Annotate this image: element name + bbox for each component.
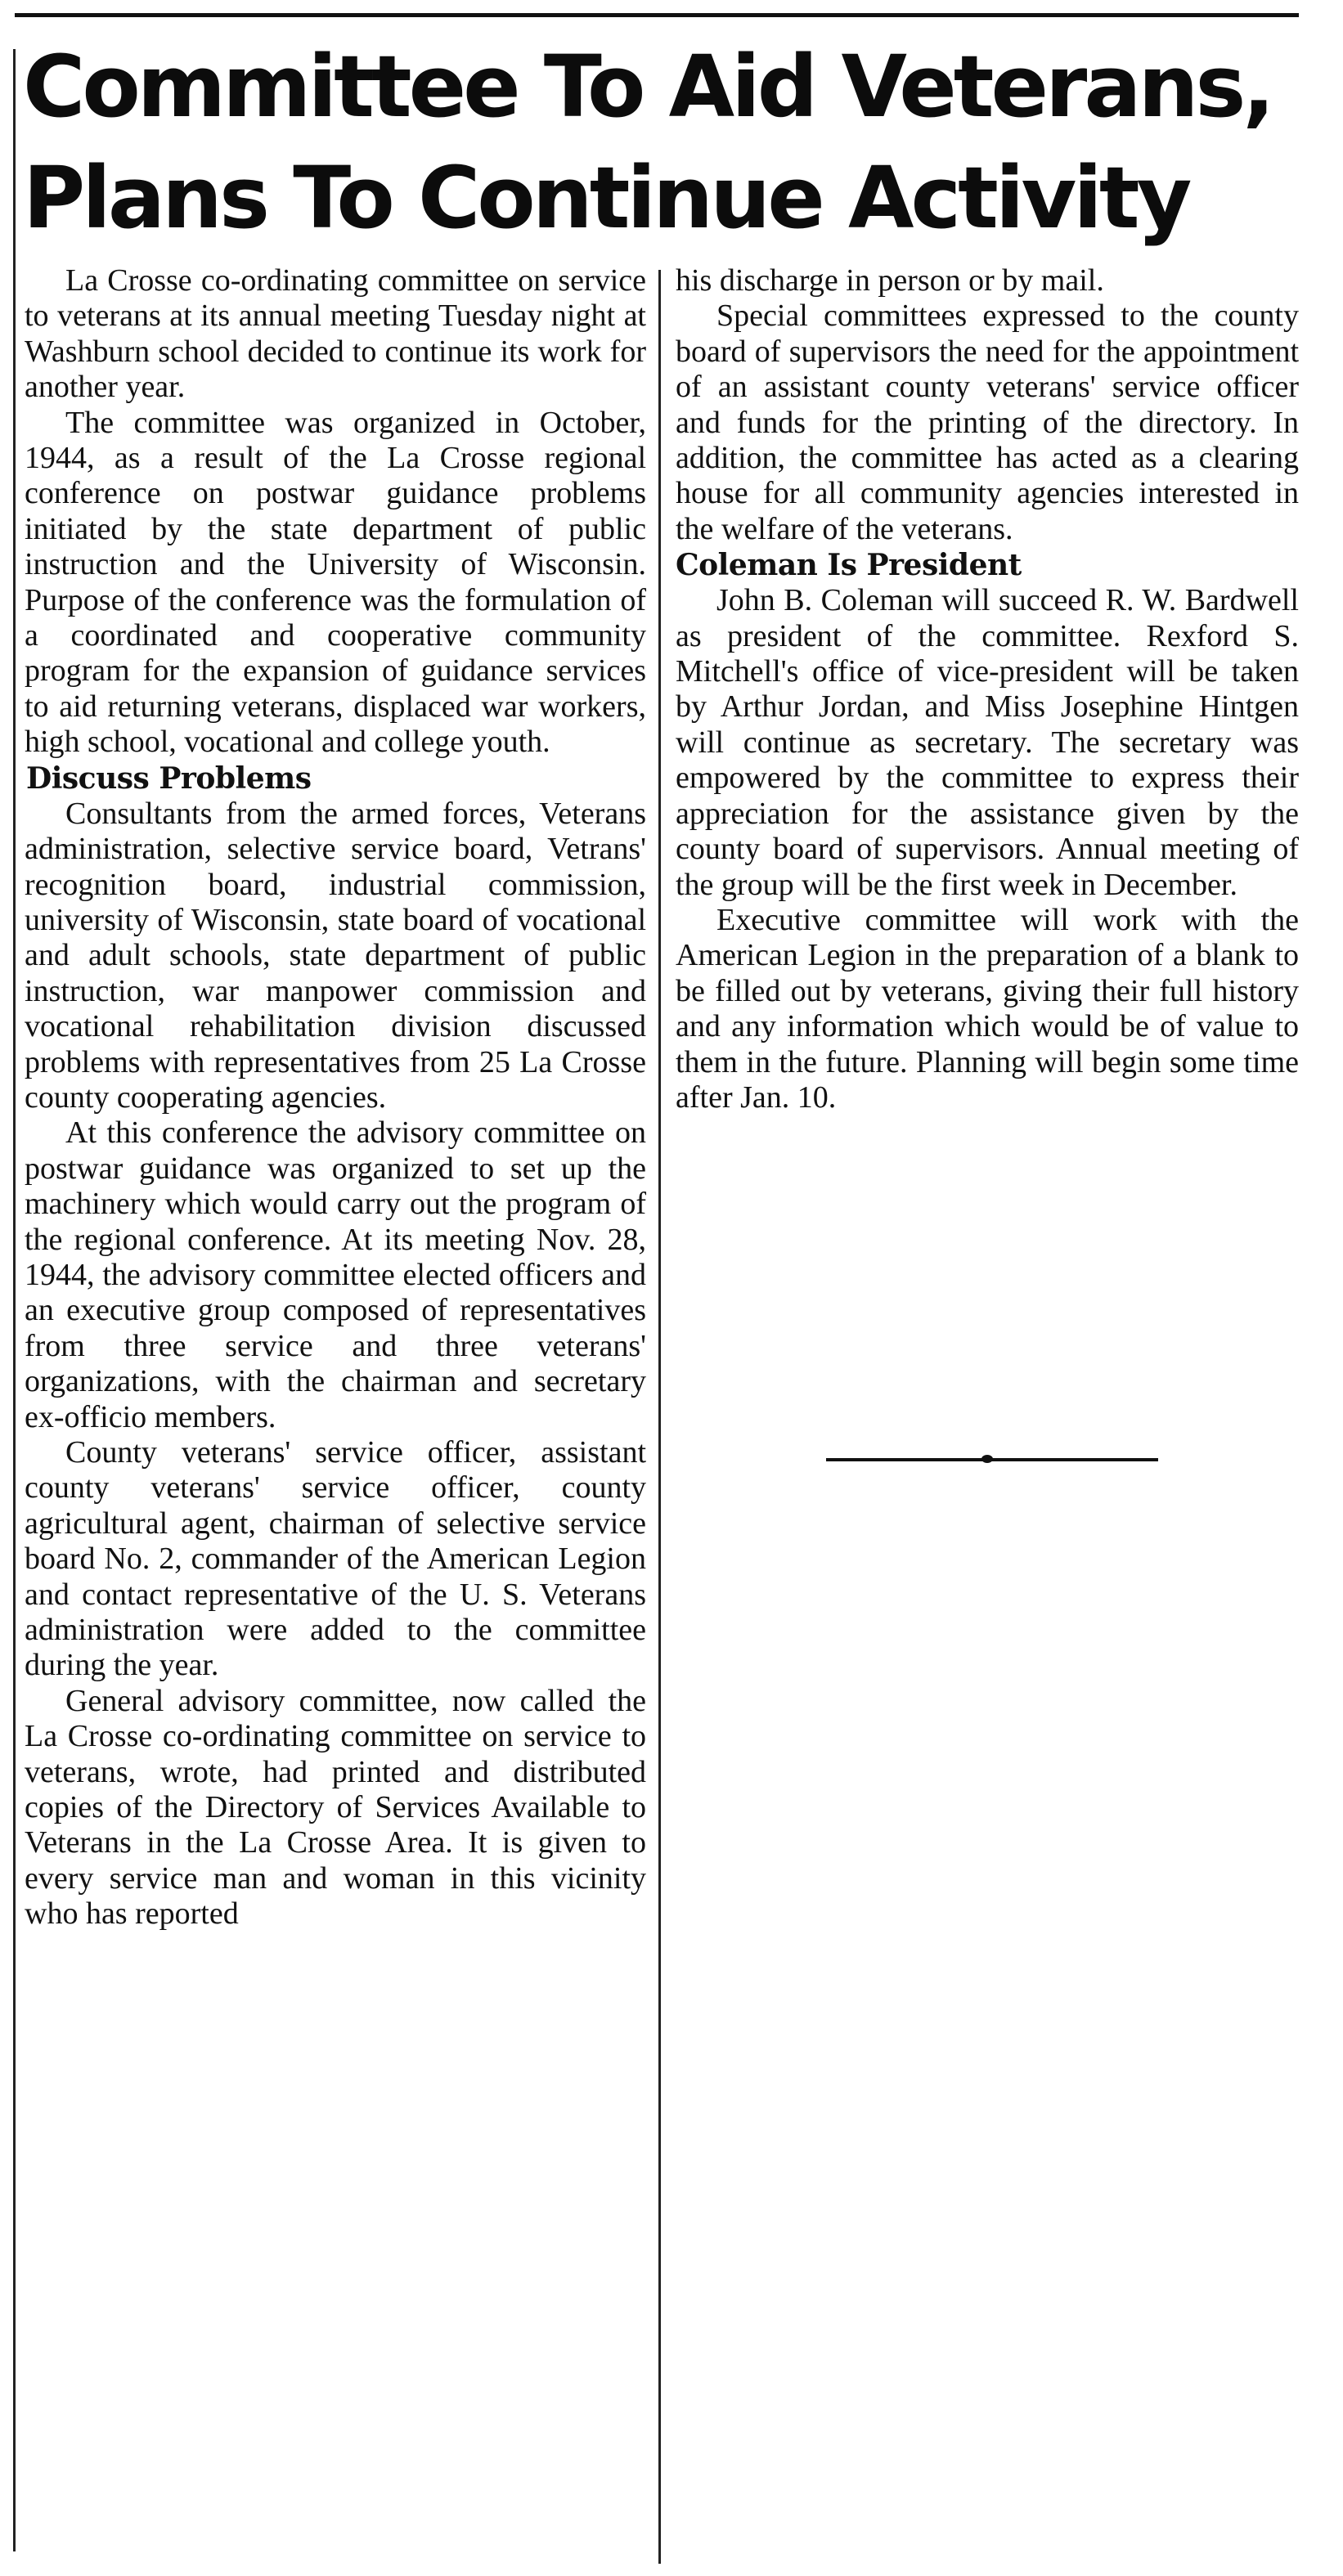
- article-column-2: [676, 263, 1299, 1115]
- headline-line-1: Committee To Aid Veterans,: [23, 37, 1272, 137]
- left-margin-rule: [13, 49, 16, 2551]
- paragraph-organization: The committee was organized in October, 1944, as a result of the La Crosse regional conference on postwar guidance problems initiated by the state department of public instruction and the University of Wisconsin. Purpose of the conference was the formulation of a coordinated and cooperative community program for the expansion of guidance services to aid returning veterans, displaced war workers, high school, vocational and college youth.: [25, 405, 646, 760]
- article-headline: [23, 31, 1299, 254]
- article-end-rule: [826, 1458, 1158, 1461]
- paragraph-continuation: his discharge in person or by mail.: [676, 263, 1104, 298]
- subhead-coleman-is-president: Coleman Is President: [676, 548, 1022, 583]
- subhead-discuss-problems: Discuss Problems: [26, 761, 312, 796]
- paragraph-special-committees: Special committees expressed to the county board of supervisors the need for the appointment of an assistant county veterans' service officer and funds for the printing of the directory. In addition, the committee has acted as a clearing house for all community agencies interested in the welfare of the veterans.: [676, 298, 1299, 546]
- paragraph-directory: General advisory committee, now called the La Crosse co-ordinating committee on service to veterans, wrote, had printed and distributed copies of the Directory of Services Available to Veterans in the La Crosse Area. It is given to every service man and woman in this vicinity who has reported: [25, 1683, 646, 1932]
- paragraph-lede: La Crosse co-ordinating committee on service to veterans at its annual meeting Tuesday night at Washburn school decided to continue its work for another year.: [25, 263, 646, 405]
- headline-line-2: Plans To Continue Activity: [23, 148, 1189, 248]
- paragraph-officers: John B. Coleman will succeed R. W. Bardwell as president of the committee. Rexford S. Mitchell's office of vice-president will be taken by Arthur Jordan, and Miss Josephine Hintgen will continue as secretary. The secretary was empowered by the committee to express their appreciation for the assistance given by the county board of supervisors. Annual meeting of the group will be the first week in December.: [676, 583, 1299, 902]
- paragraph-advisory-committee: At this conference the advisory committee on postwar guidance was organized to set up the machinery which would carry out the program of the regional conference. At its meeting Nov. 28, 1944, the advisory committee elected officers and an executive group composed of representatives from three service and three veterans' organizations, with the chairman and secretary ex-officio members.: [25, 1115, 646, 1434]
- paragraph-consultants: Consultants from the armed forces, Veterans administration, selective service board, Vetrans' recognition board, industrial commission, university of Wisconsin, state board of vocational and adult schools, state department of public instruction, war manpower commission and vocational rehabilitation division discussed problems with representatives from 25 La Crosse county cooperating agencies.: [25, 796, 646, 1115]
- column-rule: [658, 270, 661, 2564]
- paragraph-added-members: County veterans' service officer, assistant county veterans' service officer, county agricultural agent, chairman of selective service board No. 2, commander of the American Legion and contact representative of the U. S. Veterans administration were added to the committee during the year.: [25, 1435, 646, 1683]
- article-column-1: [25, 263, 646, 1932]
- paragraph-executive-committee: Executive committee will work with the American Legion in the preparation of a blank to be filled out by veterans, giving their full history and any information which would be of value to them in the future. Planning will begin some time after Jan. 10.: [676, 902, 1299, 1115]
- top-rule: [15, 13, 1299, 17]
